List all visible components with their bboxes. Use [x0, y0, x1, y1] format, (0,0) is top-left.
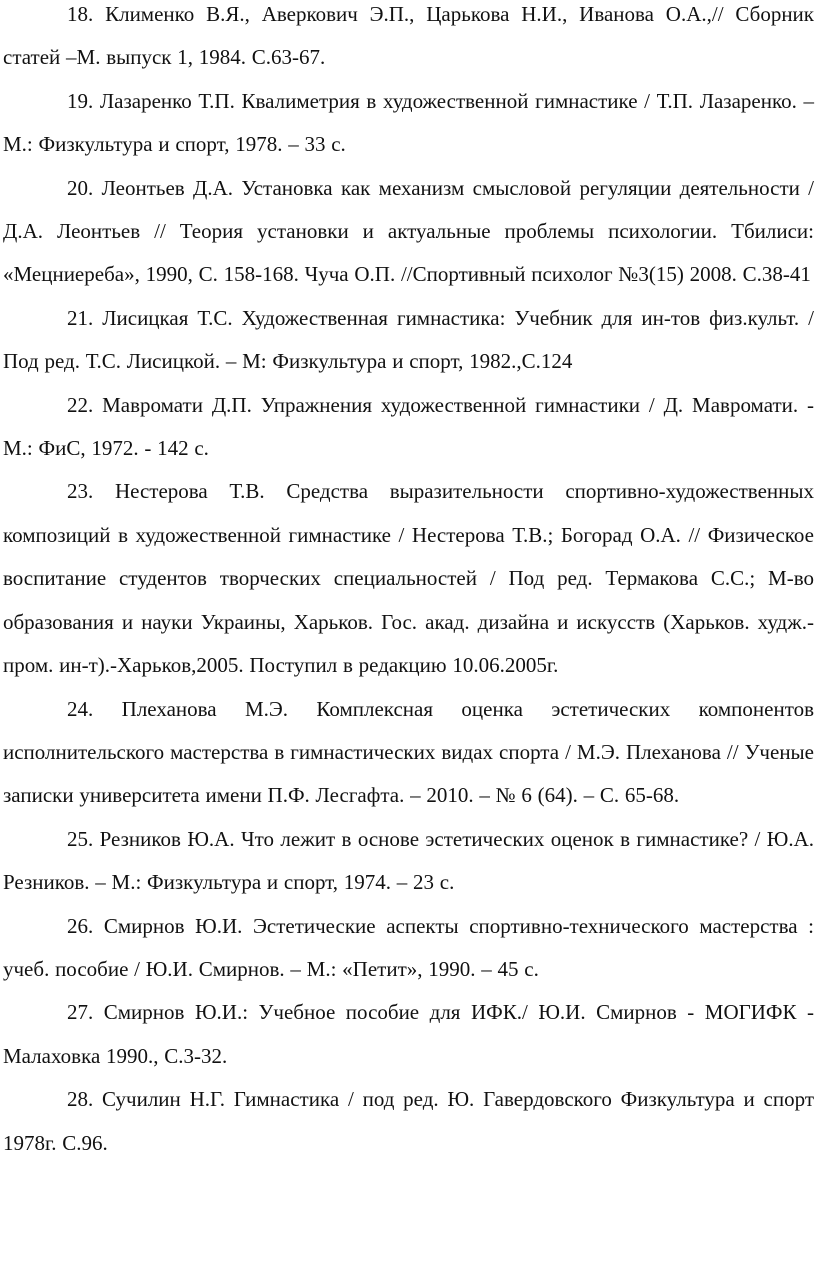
reference-entry-20 — [3, 167, 814, 297]
reference-number: 20. — [67, 175, 94, 200]
reference-entry-28 — [3, 1078, 814, 1165]
reference-entry-19 — [3, 80, 814, 167]
reference-number: 23. — [67, 479, 94, 504]
reference-entry-22 — [3, 384, 814, 471]
reference-number: 22. — [67, 392, 94, 417]
reference-text: Клименко В.Я., Аверкович Э.П., Царькова Н.И., Иванова О.А.,// Сборник статей –М. выпуск 1, 1984. С.63-67. — [3, 2, 814, 70]
reference-entry-18 — [3, 0, 814, 80]
reference-number: 26. — [67, 913, 94, 938]
reference-number: 25. — [67, 826, 94, 851]
reference-text: Лазаренко Т.П. Квалиметрия в художественной гимнастике / Т.П. Лазаренко. – М.: Физкультура и спорт, 1978. – 33 с. — [3, 88, 814, 157]
reference-entry-21 — [3, 297, 814, 384]
reference-text: Нестерова Т.В. Средства выразительности спортивно-художественных композиций в художественной гимнастике / Нестерова Т.В.; Богорад О.А. // Физическое воспитание студентов творческих специальностей / Под ред. Термакова С.С.; М-во образования и науки Украины, Харьков. Гос. акад. дизайна и искусств (Харьков. худж.-пром. ин-т).-Харьков,2005. Поступил в редакцию 10.06.2005г. — [3, 479, 814, 678]
reference-text: Мавромати Д.П. Упражнения художественной гимнастики / Д. Мавромати. - М.: ФиС, 1972. - 142 с. — [3, 392, 814, 461]
reference-entry-24 — [3, 688, 814, 818]
reference-entry-25 — [3, 818, 814, 905]
reference-text: Лисицкая Т.С. Художественная гимнастика: Учебник для ин-тов физ.культ. / Под ред. Т.С. Лисицкой. – М: Физкультура и спорт, 1982.,С.124 — [3, 305, 814, 374]
reference-text: Резников Ю.А. Что лежит в основе эстетических оценок в гимнастике? / Ю.А. Резников. – М.: Физкультура и спорт, 1974. – 23 с. — [3, 826, 815, 895]
reference-entry-26 — [3, 905, 814, 992]
reference-list — [3, 0, 814, 1165]
reference-entry-27 — [3, 991, 814, 1078]
reference-number: 24. — [67, 696, 94, 721]
reference-number: 27. — [67, 1000, 94, 1025]
reference-text: Леонтьев Д.А. Установка как механизм смысловой регуляции деятельности / Д.А. Леонтьев // Теория установки и актуальные проблемы психологии. Тбилиси: «Мецниереба», 1990, С. 158-168. Чуча О.П. //Спортивный психолог №3(15) 2008. С.38-41 — [3, 175, 815, 287]
reference-entry-23 — [3, 470, 814, 687]
reference-text: Смирнов Ю.И.: Учебное пособие для ИФК./ Ю.И. Смирнов - МОГИФК - Малаховка 1990., С.3-32. — [3, 1000, 815, 1068]
reference-number: 18. — [67, 2, 94, 26]
reference-number: 21. — [67, 305, 94, 330]
reference-number: 19. — [67, 88, 94, 113]
reference-text: Плеханова М.Э. Комплексная оценка эстетических компонентов исполнительского мастерства в гимнастических видах спорта / М.Э. Плеханова // Ученые записки университета имени П.Ф. Лесгафта. – 2010. – № 6 (64). – С. 65-68. — [3, 696, 815, 808]
reference-text: Смирнов Ю.И. Эстетические аспекты спортивно-технического мастерства : учеб. пособие / Ю.И. Смирнов. – М.: «Петит», 1990. – 45 с. — [3, 913, 814, 981]
reference-text: Сучилин Н.Г. Гимнастика / под ред. Ю. Гавердовского Физкультура и спорт 1978г. С.96. — [3, 1087, 815, 1155]
reference-number: 28. — [67, 1087, 94, 1112]
